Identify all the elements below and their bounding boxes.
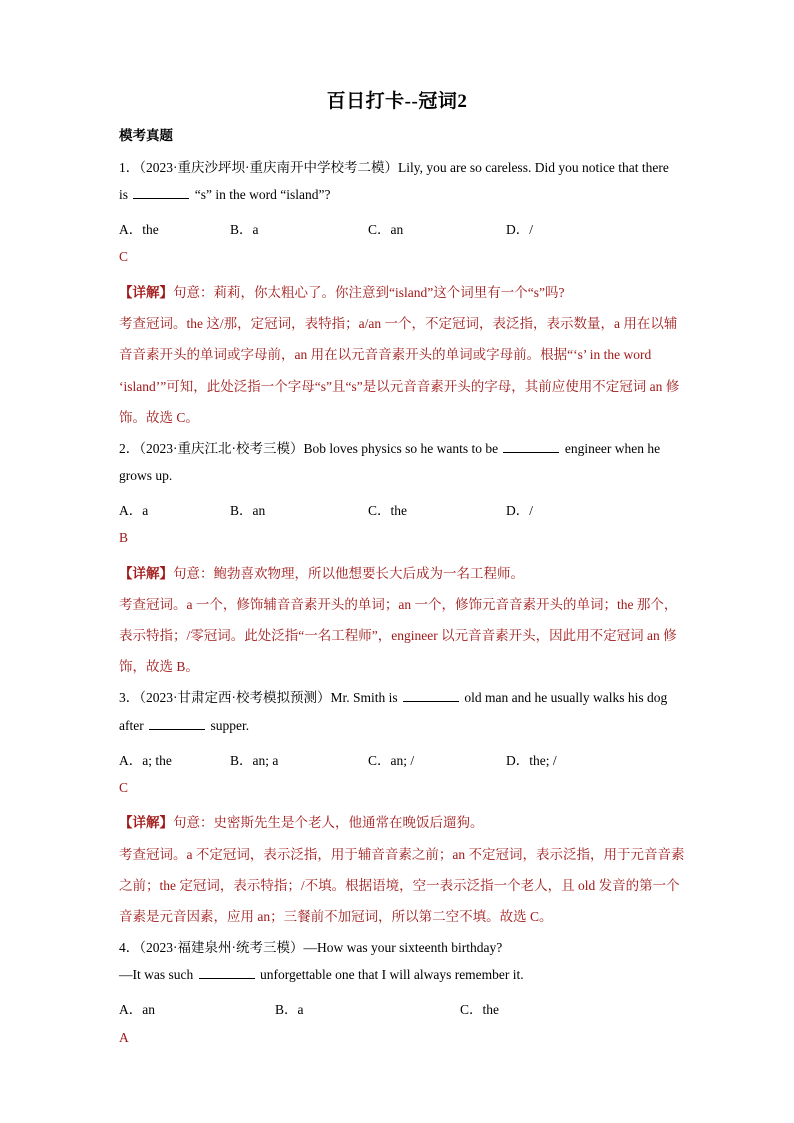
q2-detail-line1 [119,562,524,582]
page-title: 百日打卡--冠词2 [326,91,468,112]
q2-stem-line1 [119,437,660,457]
q3-stem-after: after [119,718,144,733]
q2-detail-tag: 【详解】 [119,566,173,581]
q1-answer: C [119,249,129,264]
q3-detail-line3: 之前；the 定冠词，表示特指；/不填。根据语境，空一表示泛指一个老人，且 old 发音的第一个 [119,878,680,893]
q3-stem-suffix: supper. [210,718,250,733]
q2-stem-line2: grows up. [119,468,173,483]
q1-option-c: C．an [368,222,404,237]
q4-option-b: B．a [275,1002,304,1017]
q1-detail-line4: ‘island’”可知，此处泛指一个字母“s”且“s”是以元音音素开头的字母，其前应使用不定冠词 an 修 [119,379,680,394]
q1-detail-line2: 考查冠词。the 这/那，定冠词，表特指；a/an 一个，不定冠词，表泛指，表示数量，a 用在以辅 [119,316,678,331]
q1-stem-suffix: “s” in the word “island”? [194,187,331,202]
q1-option-b: B．a [230,222,259,237]
q2-detail-line2: 考查冠词。a 一个，修饰辅音音素开头的单词；an 一个，修饰元音音素开头的单词；the 那个， [119,597,678,612]
q2-blank [503,441,559,453]
q3-stem-line1 [119,686,667,706]
q2-detail-line4: 饰，故选 B。 [119,659,199,674]
q3-option-c: C．an; / [368,753,415,768]
q3-detail-tag: 【详解】 [119,815,173,830]
q1-option-d: D．/ [506,222,533,237]
q1-detail-text1: 句意：莉莉，你太粗心了。你注意到“island”这个词里有一个“s”吗? [173,285,565,300]
q3-option-b: B．an; a [230,753,279,768]
q1-detail-line5: 饰。故选 C。 [119,410,199,425]
q3-option-d: D．the; / [506,753,557,768]
q2-detail-line3: 表示特指；/零冠词。此处泛指“一名工程师”，engineer 以元音音素开头，因此用不定冠词 an 修 [119,628,677,643]
q4-answer: A [119,1030,129,1045]
q1-detail-line3: 音音素开头的单词或字母前，an 用在以元音音素开头的单词或字母前。根据“‘s’ in the word [119,347,652,362]
q4-option-c: C．the [460,1002,499,1017]
q2-detail-text1: 句意：鲍勃喜欢物理，所以他想要长大后成为一名工程师。 [173,566,524,581]
q2-option-c: C．the [368,503,407,518]
q1-detail-tag: 【详解】 [119,285,173,300]
q4-stem-line1: 4．（2023·福建泉州·统考三模）—How was your sixteenth birthday? [119,940,503,955]
q3-detail-line2: 考查冠词。a 不定冠词，表示泛指，用于辅音音素之前；an 不定冠词，表示泛指，用于元音音素 [119,847,685,862]
q2-stem-prefix: 2．（2023·重庆江北·校考三模）Bob loves physics so he wants to be [119,441,499,456]
q3-stem-line2 [119,718,249,734]
q3-blank-2 [149,718,205,730]
q4-option-a: A．an [119,1002,155,1017]
q2-option-b: B．an [230,503,266,518]
q1-option-a: A．the [119,222,159,237]
q4-stem-prefix: —It was such [119,967,194,982]
q3-detail-text1: 句意：史密斯先生是个老人，他通常在晚饭后遛狗。 [173,815,484,830]
q2-option-d: D．/ [506,503,533,518]
q3-detail-line4: 音素是元音因素，应用 an；三餐前不加冠词，所以第二空不填。故选 C。 [119,909,553,924]
q4-stem-suffix: unforgettable one that I will always remember it. [260,967,524,982]
q2-stem-suffix: engineer when he [564,441,661,456]
q2-option-a: A．a [119,503,149,518]
q4-stem-line2 [119,967,524,983]
q3-option-a: A．a; the [119,753,172,768]
q1-blank [133,187,189,199]
q1-stem-line2 [119,187,330,203]
q3-blank-1 [403,690,459,702]
q1-stem-line1: 1．（2023·重庆沙坪坝·重庆南开中学校考二模）Lily, you are so careless. Did you notice that there [119,160,669,175]
q4-blank [199,967,255,979]
q1-stem-prefix: is [119,187,129,202]
q3-detail-line1 [119,811,484,831]
q1-detail-line1 [119,281,564,301]
section-heading: 模考真题 [119,128,173,143]
q3-stem-prefix: 3．（2023·甘肃定西·校考模拟预测）Mr. Smith is [119,690,398,705]
q3-stem-middle: old man and he usually walks his dog [464,690,668,705]
q2-answer: B [119,530,129,545]
q3-answer: C [119,780,129,795]
